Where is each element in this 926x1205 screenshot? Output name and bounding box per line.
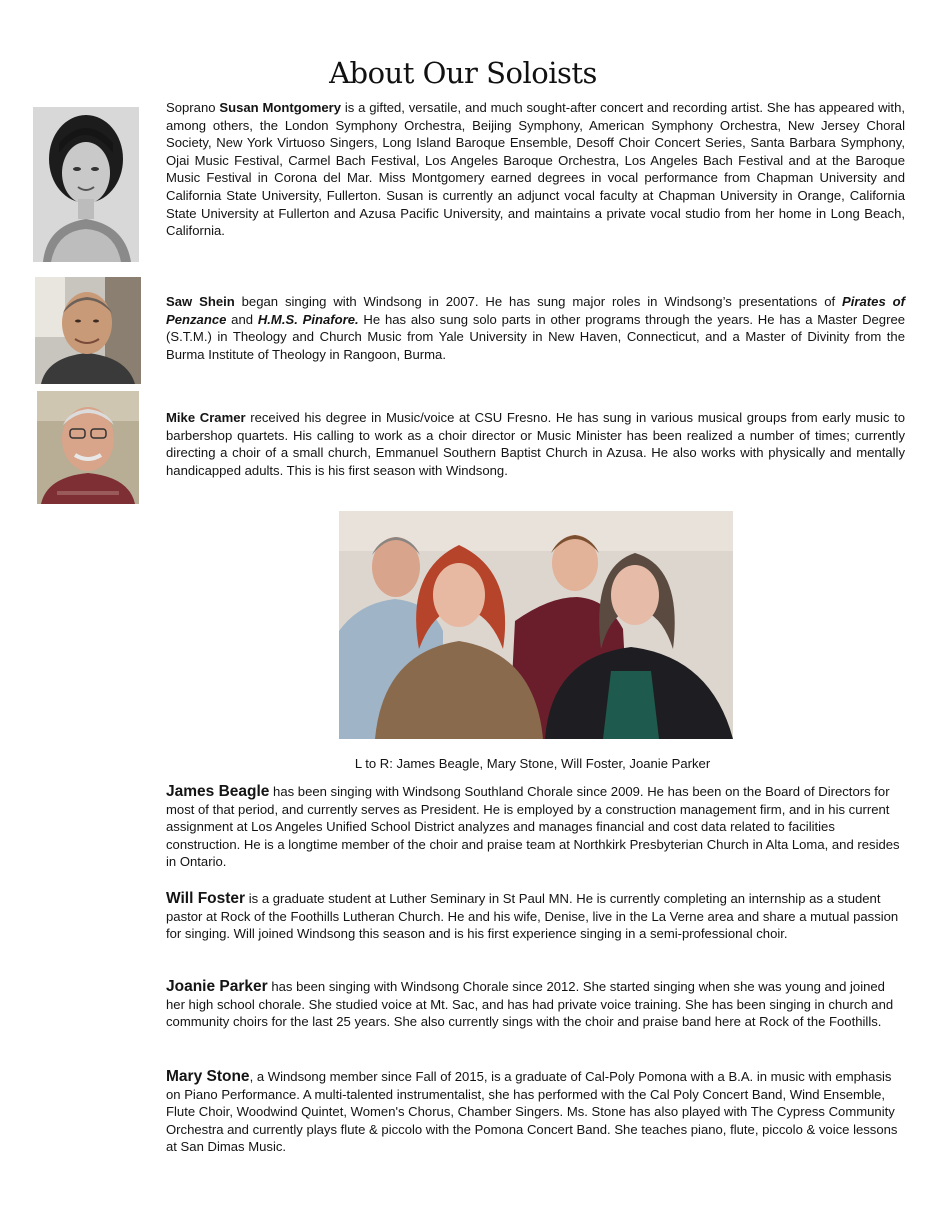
bio-text: , a Windsong member since Fall of 2015, is a graduate of Cal-Poly Pomona with a B.A. in music with emphasis on Piano Performance. A multi-talented instrumentalist, she has performed with the Cal Poly Concert Band, Wind Ensemble, Flute Choir, Woodwind Quintet, Women's Chorus, Chamber Singers. Ms. Stone has also played with The Cypress Community Orchestra and currently plays flute & piccolo with the Pomona Concert Band. She teaches piano, flute, piccolo & voice lessons at San Dimas Music. <box>166 1069 898 1155</box>
bio-susan-montgomery <box>166 99 905 240</box>
soloist-name: James Beagle <box>166 783 270 800</box>
soloist-name: Saw Shein <box>166 294 235 309</box>
bio-saw-shein <box>166 293 905 363</box>
bio-text: and <box>226 311 258 327</box>
bio-text: has been singing with Windsong Chorale since 2012. She started singing when she was young and joined her high school chorale. She studied voice at Mt. Sac, and has had private voice training. She has been singing in church and community choirs for the last 25 years. She also currently sings with the choir and praise band here at Rock of the Foothills. <box>166 979 894 1030</box>
mike-cramer-photo <box>37 391 139 504</box>
soloist-name: Mary Stone <box>166 1068 250 1085</box>
saw-shein-photo <box>35 277 141 384</box>
soloist-name: Susan Montgomery <box>219 100 342 115</box>
bio-mary-stone <box>166 1068 901 1156</box>
bio-text: began singing with Windsong in 2007. He has sung major roles in Windsong’s presentations of <box>234 294 843 309</box>
work-title: Pirates of Penzance <box>166 294 905 327</box>
work-title: H.M.S. Pinafore. <box>257 311 359 327</box>
bio-prefix: Soprano <box>166 100 220 115</box>
soloist-name: Joanie Parker <box>166 978 268 995</box>
group-photo <box>339 511 733 739</box>
soloist-name: Mike Cramer <box>166 410 246 425</box>
page-title: About Our Soloists <box>329 56 597 90</box>
bio-joanie-parker <box>166 978 901 1031</box>
bio-james-beagle <box>166 783 901 871</box>
bio-text: is a gifted, versatile, and much sought-after concert and recording artist. She has appeared with, among others, the London Symphony Orchestra, Beijing Symphony, American Symphony Orchestra, New Jersey Choral Society, New York Virtuoso Singers, Long Island Baroque Ensemble, Desoff Choir Concert Series, Santa Barbara Symphony, Ojai Music Festival, Carmel Bach Festival, Los Angeles Baroque Orchestra, Los Angeles Bach Festival and at the Baroque Music Festival in Corona del Mar. Miss Montgomery earned degrees in vocal performance from Chapman University and California State University, Fullerton. Susan is currently an adjunct vocal faculty at Chapman University in Orange, California State University at Fullerton and Azusa Pacific University, and maintains a private vocal studio from her home in Long Beach, California. <box>166 100 905 239</box>
bio-text: is a graduate student at Luther Seminary in St Paul MN. He is currently completing an internship as a student pastor at Rock of the Foothills Lutheran Church. He and his wife, Denise, live in the La Verne area and share a mutual passion for singing. Will joined Windsong this season and is his first experience singing in a semi-professional choir. <box>166 891 899 942</box>
group-photo-caption: L to R: James Beagle, Mary Stone, Will Foster, Joanie Parker <box>354 756 711 771</box>
bio-mike-cramer <box>166 409 905 479</box>
bio-text: received his degree in Music/voice at CSU Fresno. He has sung in various musical groups from early music to barbershop quartets. His calling to work as a choir director or Music Minister has been realized a number of times; currently directing a choir of a small church, Emmanuel Southern Baptist Church in Azusa. He also works with physically and mentally handicapped adults. This is his first season with Windsong. <box>166 410 905 478</box>
bio-text: He has also sung solo parts in other programs through the years. He has a Master Degree (S.T.M.) in Theology and Church Music from Yale University in New Haven, Connecticut, and a Master of Divinity from the Burma Institute of Theology in Rangoon, Burma. <box>166 311 906 362</box>
susan-montgomery-photo <box>33 107 139 262</box>
soloist-name: Will Foster <box>166 890 246 907</box>
bio-will-foster <box>166 890 901 943</box>
bio-text: has been singing with Windsong Southland Chorale since 2009. He has been on the Board of Directors for most of that period, and currently serves as President. He is employed by a construction management firm, and in his current assignment at Los Angeles Unified School District analyzes and manages financial and cost data related to facilities construction. He is a longtime member of the choir and praise team at Northkirk Presbyterian Church in Alta Loma, and resides in Ontario. <box>166 784 900 870</box>
